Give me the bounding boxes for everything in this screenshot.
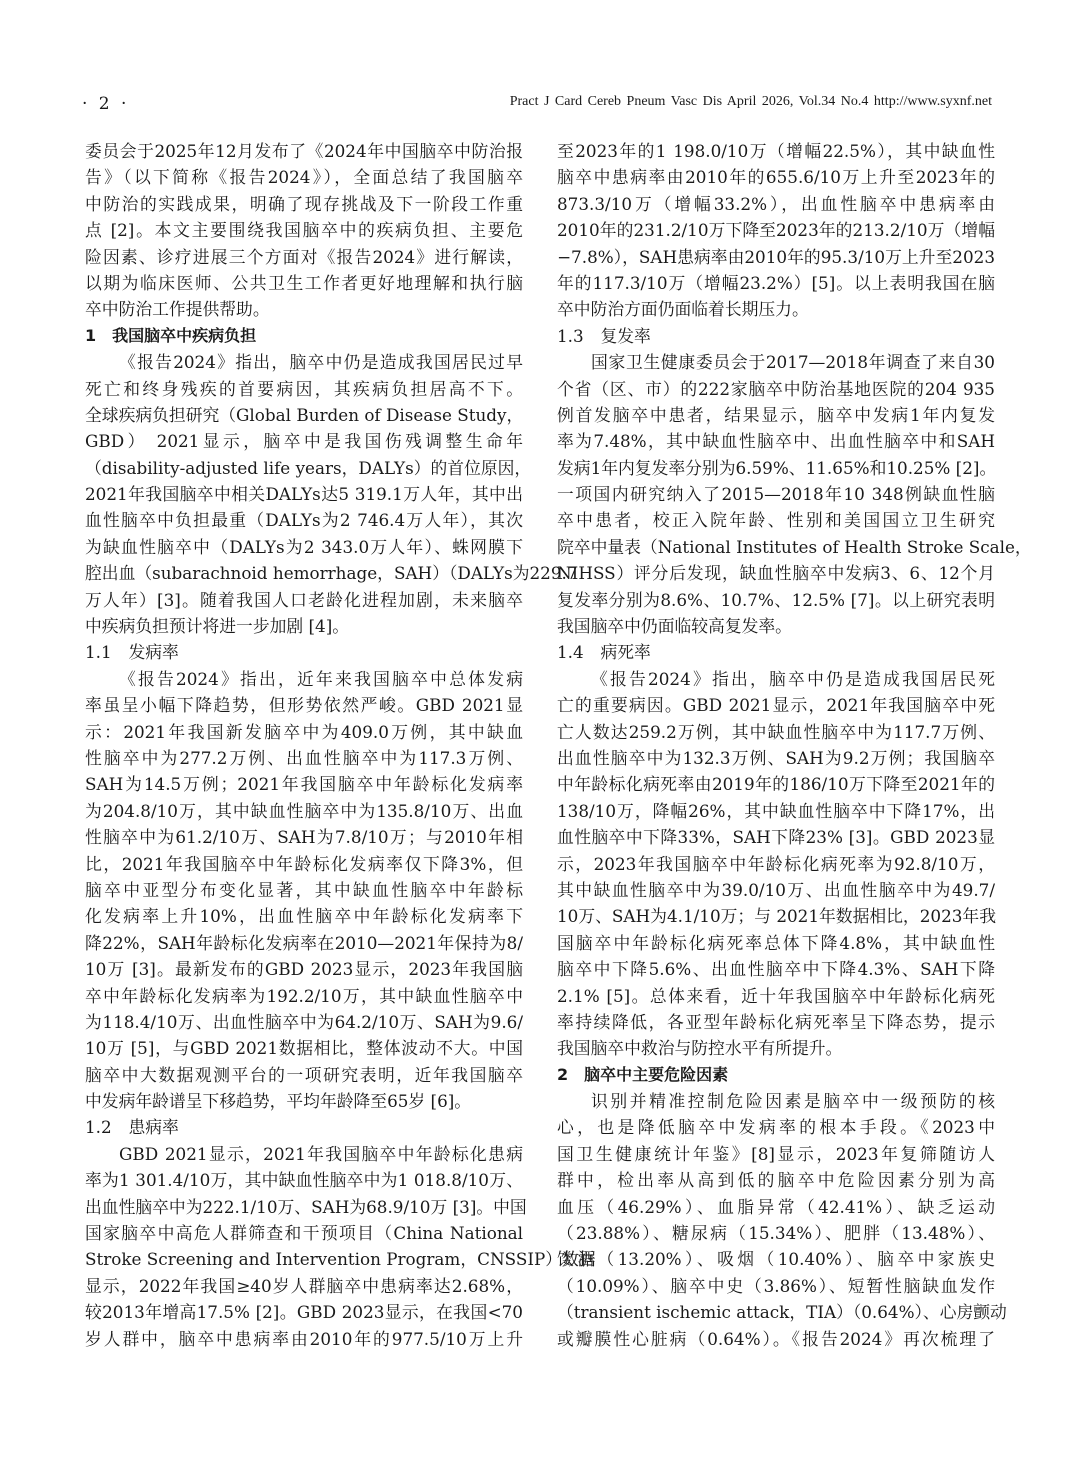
text-line: 为缺血性脑卒中（DALYs为2 343.0万人年）、蛛网膜下: [85, 536, 523, 557]
text-line: （transient ischemic attack，TIA）（0.64%）、心房颤动: [557, 1302, 1007, 1323]
text-line: 138/10万，降幅26%，其中缺血性脑卒中下降17%，出: [557, 800, 995, 821]
text-line: 其中缺血性脑卒中为39.0/10万、出血性脑卒中为49.7/: [557, 879, 995, 900]
text-line: 873.3/10万（增幅33.2%），出血性脑卒中患病率由: [557, 193, 995, 214]
text-line: 脑卒中大数据观测平台的一项研究表明，近年我国脑卒: [85, 1064, 523, 1085]
text-line: 国卫生健康统计年鉴》[8]显示，2023年复筛随访人: [557, 1143, 995, 1164]
text-line: 降22%，SAH年龄标化发病率在2010—2021年保持为8/: [85, 932, 523, 953]
text-line: 出血性脑卒中为132.3万例、SAH为9.2万例；我国脑卒: [557, 747, 995, 768]
text-line: （disability-adjusted life years，DALYs）的首位原因，: [85, 457, 532, 478]
text-line: 至2023年的1 198.0/10万（增幅22.5%），其中缺血性: [557, 141, 995, 161]
text-line: 识别并精准控制危险因素是脑卒中一级预防的核: [591, 1091, 995, 1112]
text-line: 《报告2024》指出，近年来我国脑卒中总体发病: [119, 668, 523, 689]
text-line: 10万 [3]。最新发布的GBD 2023显示，2023年我国脑: [85, 959, 523, 980]
text-line: 万人年）[3]。随着我国人口老龄化进程加剧，未来脑卒: [85, 589, 523, 610]
text-line: 岁人群中，脑卒中患病率由2010年的977.5/10万上升: [85, 1328, 523, 1349]
right-column: [557, 138, 1032, 1352]
text-line: 性脑卒中为61.2/10万、SAH为7.8/10万；与2010年相: [85, 827, 523, 848]
text-line: SAH为14.5万例；2021年我国脑卒中年龄标化发病率: [85, 774, 523, 795]
text-line: 死亡和终身残疾的首要病因，其疾病负担居高不下。: [85, 378, 523, 399]
text-line: 以期为临床医师、公共卫生工作者更好地理解和执行脑: [85, 272, 523, 293]
text-line: 率持续降低，各亚型年龄标化病死率呈下降态势，提示: [557, 1011, 995, 1032]
text-line: 或瓣膜性心脏病（0.64%）。《报告2024》再次梳理了: [557, 1328, 995, 1349]
text-line: 化发病率上升10%，出血性脑卒中年龄标化发病率下: [85, 906, 523, 927]
text-line: NIHSS）评分后发现，缺血性脑卒中发病3、6、12个月: [557, 563, 995, 584]
text-line: 为118.4/10万、出血性脑卒中为64.2/10万、SAH为9.6/: [85, 1011, 523, 1032]
left-column: [85, 138, 596, 1352]
text-line: −7.8%），SAH患病率由2010年的95.3/10万上升至2023: [557, 246, 995, 267]
text-line: 委员会于2025年12月发布了《2024年中国脑卒中防治报: [85, 141, 523, 161]
text-line: 脑卒中亚型分布变化显著，其中缺血性脑卒中年龄标: [85, 879, 523, 900]
text-line: 2021年我国脑卒中相关DALYs达5 319.1万人年，其中出: [85, 484, 523, 505]
text-line: 我国脑卒中仍面临较高复发率。: [557, 616, 792, 637]
journal-citation: Pract J Card Cereb Pneum Vasc Dis April 2026, Vol.34 No.4 http://www.syxnf.net: [509, 94, 992, 109]
text-line: 率为7.48%，其中缺血性脑卒中、出血性脑卒中和SAH: [557, 431, 995, 452]
text-line: 比，2021年我国脑卒中年龄标化发病率仅下降3%，但: [85, 853, 523, 874]
page-header: [0, 90, 1080, 118]
text-line: 饮酒（13.20%）、吸烟（10.40%）、脑卒中家族史: [557, 1249, 995, 1270]
text-line: 年的117.3/10万（增幅23.2%）[5]。以上表明我国在脑: [557, 272, 995, 293]
text-line: 性脑卒中为277.2万例、出血性脑卒中为117.3万例、: [85, 747, 523, 768]
text-line: 全球疾病负担研究（Global Burden of Disease Study，: [85, 404, 524, 425]
text-line: 显示，2022年我国≥40岁人群脑卒中患病率达2.68%，: [85, 1275, 523, 1296]
text-line: 险因素、诊疗进展三个方面对《报告2024》进行解读，: [85, 246, 523, 267]
text-line: Stroke Screening and Intervention Program，CNSSIP）数据: [85, 1249, 596, 1270]
text-line: 中疾病负担预计将进一步加剧 [4]。: [85, 616, 350, 637]
subsection-heading: 1.3 复发率: [557, 325, 651, 346]
text-line: 10万、SAH为4.1/10万；与 2021年数据相比，2023年我: [557, 906, 996, 927]
subsection-heading: 1.2 患病率: [85, 1117, 179, 1138]
text-line: 心，也是降低脑卒中发病率的根本手段。《2023中: [557, 1117, 995, 1138]
text-line: 一项国内研究纳入了2015—2018年10 348例缺血性脑: [557, 484, 995, 505]
text-line: 群中，检出率从高到低的脑卒中危险因素分别为高: [557, 1170, 995, 1191]
text-line: 出血性脑卒中为222.1/10万、SAH为68.9/10万 [3]。中国: [85, 1196, 527, 1217]
text-line: 中年龄标化病死率由2019年的186/10万下降至2021年的: [557, 774, 995, 795]
text-line: 卒中防治工作提供帮助。: [85, 299, 270, 320]
text-line: （23.88%）、糖尿病（15.34%）、肥胖（13.48%）、: [557, 1223, 995, 1244]
text-line: 国家脑卒中高危人群筛查和干预项目（China National: [85, 1223, 523, 1244]
text-line: 点 [2]。本文主要围绕我国脑卒中的疾病负担、主要危: [85, 220, 523, 241]
subsection-heading: 1.4 病死率: [557, 642, 651, 663]
text-line: 复发率分别为8.6%、10.7%、12.5% [7]。以上研究表明: [557, 589, 995, 610]
page-number: · 2 ·: [82, 94, 130, 114]
text-line: 卒中年龄标化发病率为192.2/10万，其中缺血性脑卒中: [85, 985, 523, 1006]
text-line: 亡的重要病因。GBD 2021显示，2021年我国脑卒中死: [557, 695, 995, 716]
text-line: 《报告2024》指出，脑卒中仍是造成我国居民过早: [119, 352, 523, 373]
text-line: GBD） 2021显示，脑卒中是我国伤残调整生命年: [85, 431, 523, 452]
text-line: 率为1 301.4/10万，其中缺血性脑卒中为1 018.8/10万、: [85, 1170, 523, 1191]
text-line: 个省（区、市）的222家脑卒中防治基地医院的204 935: [557, 378, 995, 399]
text-line: 示，2023年我国脑卒中年龄标化病死率为92.8/10万，: [557, 853, 995, 874]
text-line: 《报告2024》指出，脑卒中仍是造成我国居民死: [591, 668, 995, 689]
text-line: 中发病年龄谱呈下移趋势，平均年龄降至65岁 [6]。: [85, 1091, 472, 1112]
section-heading: 2 脑卒中主要危险因素: [557, 1064, 729, 1084]
text-line: 亡人数达259.2万例，其中缺血性脑卒中为117.7万例、: [557, 721, 995, 742]
subsection-heading: 1.1 发病率: [85, 642, 179, 663]
text-line: 中防治的实践成果，明确了现存挑战及下一阶段工作重: [85, 193, 523, 214]
text-line: 脑卒中下降5.6%、出血性脑卒中下降4.3%、SAH下降: [557, 959, 995, 980]
text-line: 2010年的231.2/10万下降至2023年的213.2/10万（增幅: [557, 220, 995, 241]
text-line: 我国脑卒中救治与防控水平有所提升。: [557, 1038, 843, 1059]
text-line: 告》（以下简称《报告2024》），全面总结了我国脑卒: [85, 167, 523, 188]
text-line: 国家卫生健康委员会于2017—2018年调查了来自30: [591, 352, 995, 373]
text-line: 血性脑卒中下降33%，SAH下降23% [3]。GBD 2023显: [557, 827, 995, 848]
text-line: 卒中防治方面仍面临着长期压力。: [557, 299, 809, 320]
text-line: 血压（46.29%）、血脂异常（42.41%）、缺乏运动: [557, 1196, 995, 1217]
text-line: 2.1% [5]。总体来看，近十年我国脑卒中年龄标化病死: [557, 985, 995, 1006]
text-line: 卒中患者，校正入院年龄、性别和美国国立卫生研究: [557, 510, 995, 531]
text-line: 院卒中量表（National Institutes of Health Stroke Scale，: [557, 536, 1032, 557]
text-line: （10.09%）、脑卒中史（3.86%）、短暂性脑缺血发作: [557, 1275, 995, 1296]
text-line: 发病1年内复发率分别为6.59%、11.65%和10.25% [2]。: [557, 457, 997, 478]
section-heading: 1 我国脑卒中疾病负担: [85, 325, 257, 345]
text-line: 例首发脑卒中患者，结果显示，脑卒中发病1年内复发: [557, 404, 995, 425]
text-line: 国脑卒中年龄标化病死率总体下降4.8%，其中缺血性: [557, 932, 995, 953]
text-line: 为204.8/10万，其中缺血性脑卒中为135.8/10万、出血: [85, 800, 523, 821]
text-line: 较2013年增高17.5% [2]。GBD 2023显示，在我国<70: [85, 1302, 523, 1323]
text-line: 10万 [5]，与GBD 2021数据相比，整体波动不大。中国: [85, 1038, 523, 1059]
text-line: 脑卒中患病率由2010年的655.6/10万上升至2023年的: [557, 167, 995, 188]
text-line: 率虽呈小幅下降趋势，但形势依然严峻。GBD 2021显: [85, 695, 523, 716]
text-line: 血性脑卒中负担最重（DALYs为2 746.4万人年），其次: [85, 510, 523, 531]
text-line: GBD 2021显示，2021年我国脑卒中年龄标化患病: [119, 1143, 523, 1164]
text-line: 腔出血（subarachnoid hemorrhage，SAH）（DALYs为229.7: [85, 563, 578, 584]
text-line: 示：2021年我国新发脑卒中为409.0万例，其中缺血: [85, 721, 523, 742]
